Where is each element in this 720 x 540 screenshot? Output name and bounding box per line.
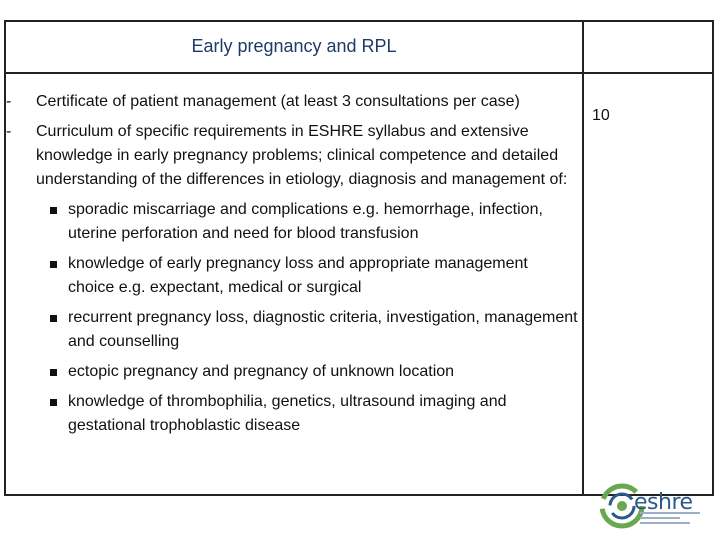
sub-list-item <box>6 390 578 438</box>
sub-list-item <box>6 360 578 384</box>
square-bullet-icon <box>50 207 57 214</box>
sub-list-item-text: ectopic pregnancy and pregnancy of unknown location <box>68 363 455 380</box>
list-item-text: Curriculum of specific requirements in ESHRE syllabus and extensive knowledge in early pregnancy problems; clinical competence and detailed understanding of the differences in etiology, diagnosis and management of: <box>36 123 568 188</box>
list-item <box>6 120 578 192</box>
header-divider <box>6 72 712 74</box>
table-title: Early pregnancy and RPL <box>191 36 397 56</box>
dash-marker: - <box>6 93 12 110</box>
list-item-text: Certificate of patient management (at least 3 consultations per case) <box>36 93 520 110</box>
score-value: 10 <box>592 107 610 124</box>
sub-list <box>6 198 578 438</box>
square-bullet-icon <box>50 315 57 322</box>
sub-list-item-text: recurrent pregnancy loss, diagnostic criteria, investigation, management and counselling <box>68 309 578 350</box>
square-bullet-icon <box>50 399 57 406</box>
list-item <box>6 90 578 114</box>
logo-wordmark: eshre <box>634 490 693 515</box>
sub-list-item-text: sporadic miscarriage and complications e.g. hemorrhage, infection, uterine perforation and need for blood transfusion <box>68 201 543 242</box>
square-bullet-icon <box>50 261 57 268</box>
content-table <box>4 20 714 496</box>
sub-list-item <box>6 252 578 300</box>
sub-list-item-text: knowledge of early pregnancy loss and appropriate management choice e.g. expectant, medical or surgical <box>68 255 528 296</box>
requirements-list <box>6 90 578 444</box>
sub-list-item <box>6 306 578 354</box>
square-bullet-icon <box>50 369 57 376</box>
sub-list-item-text: knowledge of thrombophilia, genetics, ultrasound imaging and gestational trophoblastic disease <box>68 393 507 434</box>
column-divider <box>582 22 584 494</box>
sub-list-item <box>6 198 578 246</box>
dash-marker: - <box>6 123 12 140</box>
